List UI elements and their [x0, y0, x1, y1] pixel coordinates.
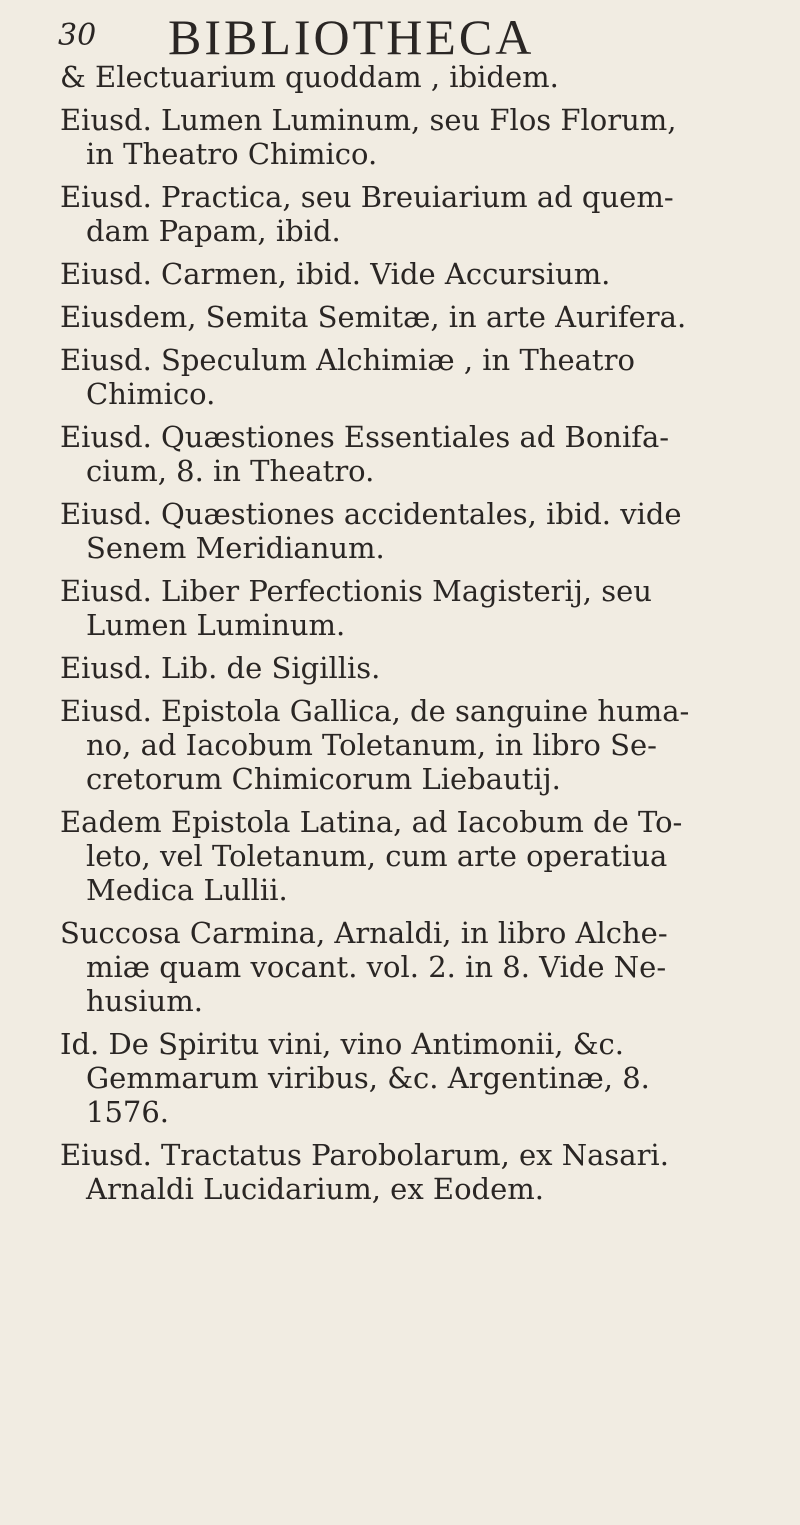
bibliography-entry: Eiusd. Liber Perfectionis Magisterij, seu Lumen Luminum.	[60, 574, 652, 642]
bibliography-entry: Eadem Epistola Latina, ad Iacobum de To- leto, vel Toletanum, cum arte operatiua Medica Lullii.	[60, 805, 683, 907]
bibliography-entry: Eiusd. Speculum Alchimiæ , in Theatro Chimico.	[60, 343, 635, 411]
bibliography-entry: Eiusd. Practica, seu Breuiarium ad quem- dam Papam, ibid.	[60, 180, 674, 248]
running-title: BIBLIOTHECA	[168, 9, 535, 65]
bibliography-entry: Eiusd. Tractatus Parobolarum, ex Nasari. Arnaldi Lucidarium, ex Eodem.	[60, 1138, 669, 1206]
bibliography-entry: Succosa Carmina, Arnaldi, in libro Alche- miæ quam vocant. vol. 2. in 8. Vide Ne- husium.	[60, 916, 668, 1018]
bibliography-entry: Eiusdem, Semita Semitæ, in arte Aurifera.	[60, 300, 687, 334]
bibliography-entry: Eiusd. Quæstiones accidentales, ibid. vide Senem Meridianum.	[60, 497, 682, 565]
bibliography-entry: Eiusd. Lib. de Sigillis.	[60, 651, 381, 685]
bibliography-entry: & Electuarium quoddam , ibidem.	[60, 60, 559, 94]
bibliography-entry: Eiusd. Lumen Luminum, seu Flos Florum, in Theatro Chimico.	[60, 103, 677, 171]
bibliography-entry: Eiusd. Carmen, ibid. Vide Accursium.	[60, 257, 611, 291]
bibliography-entry: Id. De Spiritu vini, vino Antimonii, &c. Gemmarum viribus, &c. Argentinæ, 8. 1576.	[60, 1027, 650, 1129]
page-number: 30	[58, 18, 97, 53]
page-header	[58, 8, 778, 64]
bibliography-entries	[60, 60, 760, 1206]
bibliography-entry: Eiusd. Epistola Gallica, de sanguine huma- no, ad Iacobum Toletanum, in libro Se- cretorum Chimicorum Liebautij.	[60, 694, 690, 796]
bibliography-entry: Eiusd. Quæstiones Essentiales ad Bonifa- cium, 8. in Theatro.	[60, 420, 670, 488]
